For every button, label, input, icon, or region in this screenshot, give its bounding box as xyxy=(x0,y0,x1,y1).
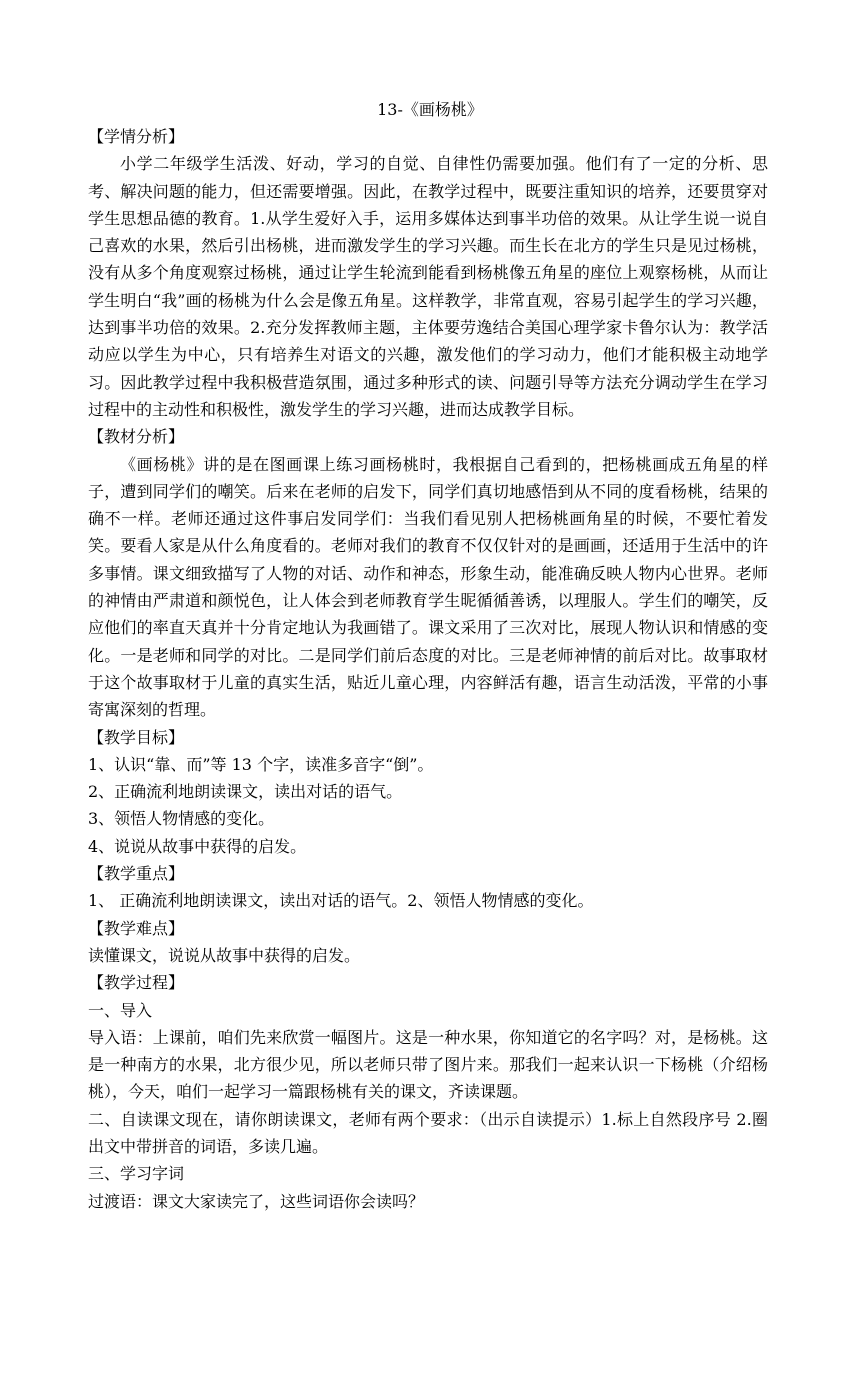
section-text-jiaocai: 《画杨桃》讲的是在图画课上练习画杨桃时，我根据自己看到的，把杨桃画成五角星的样子，遭到同学们的嘲笑。后来在老师的启发下，同学们真切地感悟到从不同的度看杨桃，结果的确不一样。老师还通过这件事启发同学们：当我们看见别人把杨桃画角星的时候，不要忙着发笑。要看人家是从什么角度看的。老师对我们的教育不仅仅针对的是画画，还适用于生活中的许多事情。课文细致描写了人物的对话、动作和神态，形象生动，能准确反映人物内心世界。老师的神情由严肃道和颜悦色，让人体会到老师教育学生昵循循善诱，以理服人。学生们的嘲笑，反应他们的率直天真并十分肯定地认为我画错了。课文采用了三次对比，展现人物认识和情感的变化。一是老师和同学的对比。二是同学们前后态度的对比。三是老师神情的前后对比。故事取材于这个故事取材于儿童的真实生活，贴近儿童心理，内容鲜活有趣，语言生动活泼，平常的小事寄寓深刻的哲理。 xyxy=(88,454,768,720)
step-text-self-reading: 二、自读课文现在，请你朗读课文，老师有两个要求：（出示自读提示）1.标上自然段序号 2.圈出文中带拼音的词语，多读几遍。 xyxy=(88,1109,768,1156)
section-heading-zhongdian: 【教学重点】 xyxy=(88,864,185,884)
section-heading-jiaocai: 【教材分析】 xyxy=(88,427,185,447)
step-text-intro: 导入语：上课前，咱们先来欣赏一幅图片。这是一种水果，你知道它的名字吗？对，是杨桃。这是一种南方的水果，北方很少见，所以老师只带了图片来。那我们一起来认识一下杨桃（介绍杨桃），今天，咱们一起学习一篇跟杨桃有关的课文，齐读课题。 xyxy=(88,1027,768,1102)
document-body xyxy=(88,123,768,1215)
section-text-xueqing: 小学二年级学生活泼、好动，学习的自觉、自律性仍需要加强。他们有了一定的分析、思考、解决问题的能力，但还需要增强。因此，在教学过程中，既要注重知识的培养，还要贯穿对学生思想品德的教育。1.从学生爱好入手，运用多媒体达到事半功倍的效果。从让学生说一说自己喜欢的水果，然后引出杨桃，进而激发学生的学习兴趣。而生长在北方的学生只是见过杨桃，没有从多个角度观察过杨桃，通过让学生轮流到能看到杨桃像五角星的座位上观察杨桃，从而让学生明白“我”画的杨桃为什么会是像五角星。这样教学，非常直观，容易引起学生的学习兴趣，达到事半功倍的效果。2.充分发挥教师主题，主体要劳逸结合美国心理学家卡鲁尔认为：教学活动应以学生为中心，只有培养生对语文的兴趣，激发他们的学习动力，他们才能积极主动地学习。因此教学过程中我积极营造氛围，通过多种形式的读、问题引导等方法充分调动学生在学习过程中的主动性和积极性，激发学生的学习兴趣，进而达成教学目标。 xyxy=(88,154,768,419)
section-heading-mubiao: 【教学目标】 xyxy=(88,727,185,747)
objective-item: 3、领悟人物情感的变化。 xyxy=(88,809,275,829)
step-heading-intro: 一、导入 xyxy=(88,1000,153,1020)
section-text-nandian: 读懂课文，说说从故事中获得的启发。 xyxy=(88,945,361,965)
step-heading-vocabulary: 三、学习字词 xyxy=(88,1164,185,1184)
step-text-vocabulary: 过渡语：课文大家读完了，这些词语你会读吗？ xyxy=(88,1191,425,1211)
section-heading-xueqing: 【学情分析】 xyxy=(88,127,185,146)
section-heading-nandian: 【教学难点】 xyxy=(88,918,185,938)
objective-item: 1、认识“靠、而”等 13 个字，读准多音字“倒”。 xyxy=(88,754,434,774)
document-title: 13-《画杨桃》 xyxy=(377,100,483,119)
section-heading-guocheng: 【教学过程】 xyxy=(88,973,185,993)
objective-item: 4、说说从故事中获得的启发。 xyxy=(88,836,307,856)
objective-item: 2、正确流利地朗读课文，读出对话的语气。 xyxy=(88,782,403,802)
section-text-zhongdian: 1、 正确流利地朗读课文，读出对话的语气。2、领悟人物情感的变化。 xyxy=(88,891,594,911)
